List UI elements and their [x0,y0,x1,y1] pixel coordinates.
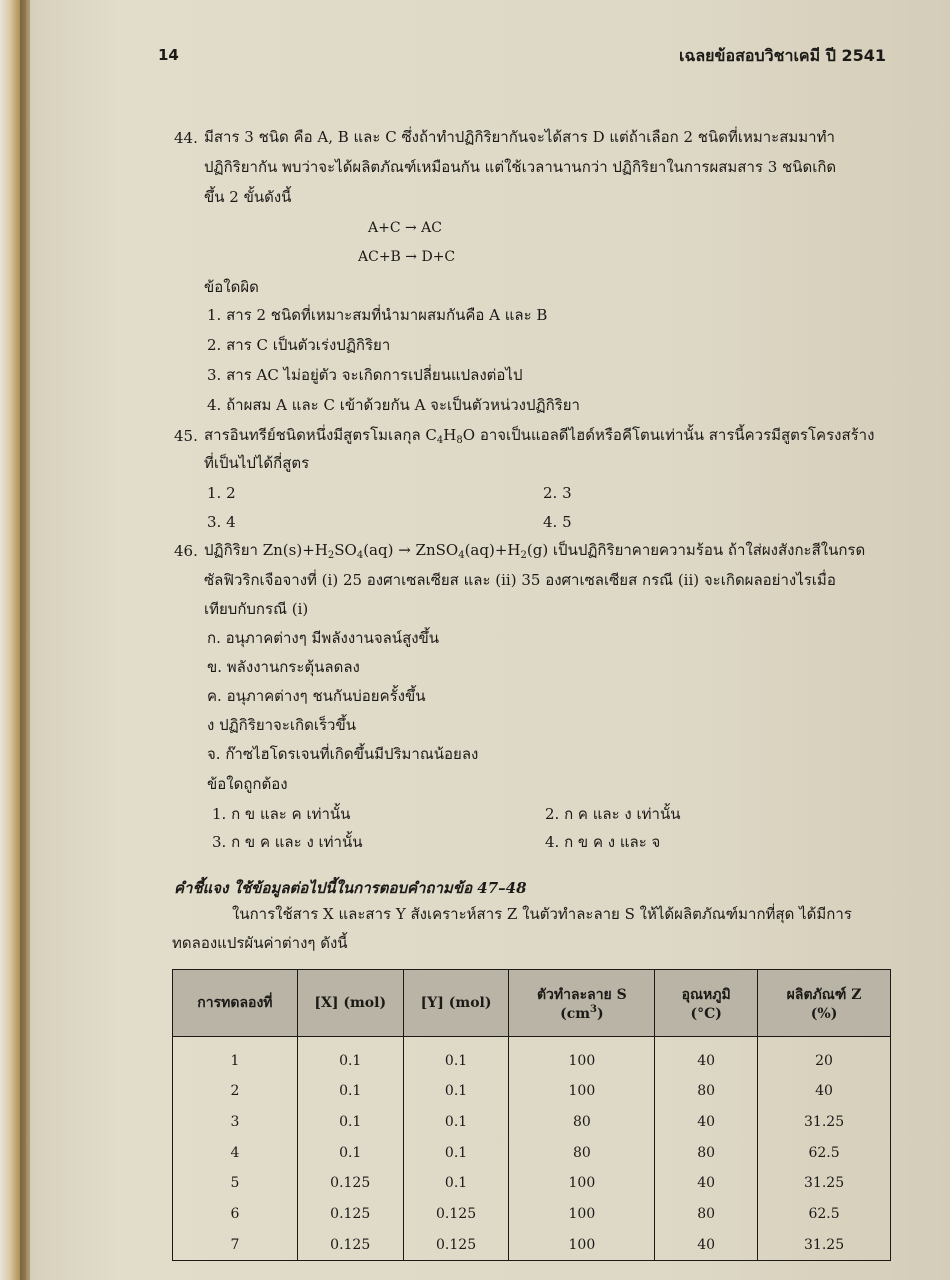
table-cell: 62.5 [758,1137,891,1168]
answer-option: 3. สาร AC ไม่อยู่ตัว จะเกิดการเปลี่ยนแปลงต่อไป [207,366,523,384]
table-row [173,1168,891,1199]
question-46-line: เทียบกับกรณี (i) [204,600,309,618]
column-header-x: [X] (mol) [297,970,403,1037]
table-cell: 3 [173,1107,298,1138]
answer-option: 3. 4 [207,513,236,531]
question-45-line: ที่เป็นไปได้กี่สูตร [204,454,310,472]
table-cell: 80 [509,1137,655,1168]
answer-option: 2. ก ค และ ง เท่านั้น [545,805,681,823]
statement-item: ค. อนุภาคต่างๆ ชนกันบ่อยครั้งขึ้น [207,687,426,705]
table-cell: 31.25 [758,1168,891,1199]
instruction-heading: คำชี้แจง ใช้ข้อมูลต่อไปนี้ในการตอบคำถามข้อ 47–48 [174,879,527,897]
table-cell: 80 [655,1076,758,1107]
question-prompt: ข้อใดถูกต้อง [207,775,288,793]
answer-option: 1. ก ข และ ค เท่านั้น [212,805,351,823]
table-cell: 0.1 [297,1037,403,1077]
table-cell: 80 [655,1199,758,1230]
table-cell: 100 [509,1229,655,1260]
table-cell: 0.1 [403,1168,509,1199]
running-title: เฉลยข้อสอบวิชาเคมี ปี 2541 [679,46,886,65]
table-cell: 100 [509,1199,655,1230]
table-cell: 0.125 [297,1199,403,1230]
table-cell: 0.1 [297,1107,403,1138]
table-cell: 0.1 [403,1137,509,1168]
table-cell: 6 [173,1199,298,1230]
table-cell: 100 [509,1076,655,1107]
table-cell: 5 [173,1168,298,1199]
table-cell: 2 [173,1076,298,1107]
table-row [173,1076,891,1107]
equation: AC+B → D+C [358,249,456,265]
answer-option: 1. สาร 2 ชนิดที่เหมาะสมที่นำมาผสมกันคือ A และ B [207,306,548,324]
question-44-line: ปฏิกิริยากัน พบว่าจะได้ผลิตภัณฑ์เหมือนกัน แต่ใช้เวลานานกว่า ปฏิกิริยาในการผสมสาร 3 ชนิดเกิด [204,158,837,176]
question-44-line: มีสาร 3 ชนิด คือ A, B และ C ซึ่งถ้าทำปฏิกิริยากันจะได้สาร D แต่ถ้าเลือก 2 ชนิดที่เหมาะสมมาทำ [204,128,835,146]
table-row [173,1107,891,1138]
question-46-line: ซัลฟิวริกเจือจางที่ (i) 25 องศาเซลเซียส และ (ii) 35 องศาเซลเซียส กรณี (ii) จะเกิดผลอย่างไรเมื่อ [204,571,836,589]
experiment-table [172,969,891,1261]
answer-option: 4. 5 [543,513,572,531]
table-cell: 1 [173,1037,298,1077]
answer-option: 2. 3 [543,484,572,502]
table-cell: 62.5 [758,1199,891,1230]
table-cell: 0.1 [297,1137,403,1168]
table-cell: 0.1 [403,1037,509,1077]
table-cell: 100 [509,1168,655,1199]
equation: A+C → AC [368,220,443,236]
page-number: 14 [158,46,179,64]
table-cell: 0.1 [403,1107,509,1138]
table-cell: 0.125 [403,1199,509,1230]
table-cell: 31.25 [758,1107,891,1138]
question-46-number: 46. [174,542,198,560]
page-binding-shadow [20,0,30,1280]
table-cell: 40 [655,1037,758,1077]
table-row [173,1037,891,1077]
question-prompt: ข้อใดผิด [204,278,259,296]
answer-option: 4. ก ข ค ง และ จ [545,833,661,851]
column-header-solvent: ตัวทำละลาย S $(cm^3)$ [509,970,655,1037]
table-cell: 0.1 [403,1076,509,1107]
table-cell: 31.25 [758,1229,891,1260]
answer-option: 4. ถ้าผสม A และ C เข้าด้วยกัน A จะเป็นตัวหน่วงปฏิกิริยา [207,396,580,414]
table-cell: 40 [655,1168,758,1199]
answer-option: 1. 2 [207,484,236,502]
answer-option: 2. สาร C เป็นตัวเร่งปฏิกิริยา [207,336,391,354]
statement-item: ก. อนุภาคต่างๆ มีพลังงานจลน์สูงขึ้น [207,629,440,647]
question-45-line: สารอินทรีย์ชนิดหนึ่งมีสูตรโมเลกุล $C_4H_8O$ อาจเป็นแอลดีไฮด์หรือคีโตนเท่านั้น สารนี้ควรมีสูตรโครงสร้าง [204,426,875,446]
statement-item: ข. พลังงานกระตุ้นลดลง [207,658,360,676]
table-cell: 0.125 [297,1168,403,1199]
table-cell: 20 [758,1037,891,1077]
statement-item: ง ปฏิกิริยาจะเกิดเร็วขึ้น [207,716,356,734]
table-cell: 40 [655,1107,758,1138]
table-cell: 7 [173,1229,298,1260]
table-row [173,1199,891,1230]
question-46-line: ปฏิกิริยา $Zn(s)+H_2SO_4(aq)$ → $ZnSO_4(aq)+H_2(g)$ เป็นปฏิกิริยาคายความร้อน ถ้าใส่ผงสังกะสีในกรด [204,541,866,561]
column-header-product: ผลิตภัณฑ์ Z (%) [758,970,891,1037]
question-44-number: 44. [174,129,198,147]
column-header-trial: การทดลองที่ [173,970,298,1037]
table-cell: 40 [758,1076,891,1107]
table-cell: 0.1 [297,1076,403,1107]
table-cell: 40 [655,1229,758,1260]
table-cell: 80 [655,1137,758,1168]
question-44-line: ขึ้น 2 ขั้นดังนี้ [204,188,292,206]
column-header-temperature: อุณหภูมิ (°C) [655,970,758,1037]
instruction-text: ทดลองแปรผันค่าต่างๆ ดังนี้ [172,934,348,952]
table-cell: 80 [509,1107,655,1138]
table-cell: 100 [509,1037,655,1077]
table-cell: 0.125 [297,1229,403,1260]
question-45-number: 45. [174,427,198,445]
table-cell: 0.125 [403,1229,509,1260]
statement-item: จ. ก๊าซไฮโดรเจนที่เกิดขึ้นมีปริมาณน้อยลง [207,745,479,763]
table-row [173,1229,891,1260]
instruction-text: ในการใช้สาร X และสาร Y สังเคราะห์สาร Z ในตัวทำละลาย S ให้ได้ผลิตภัณฑ์มากที่สุด ได้มีการ [232,905,852,923]
answer-option: 3. ก ข ค และ ง เท่านั้น [212,833,363,851]
column-header-y: [Y] (mol) [403,970,509,1037]
table-row [173,1137,891,1168]
table-cell: 4 [173,1137,298,1168]
